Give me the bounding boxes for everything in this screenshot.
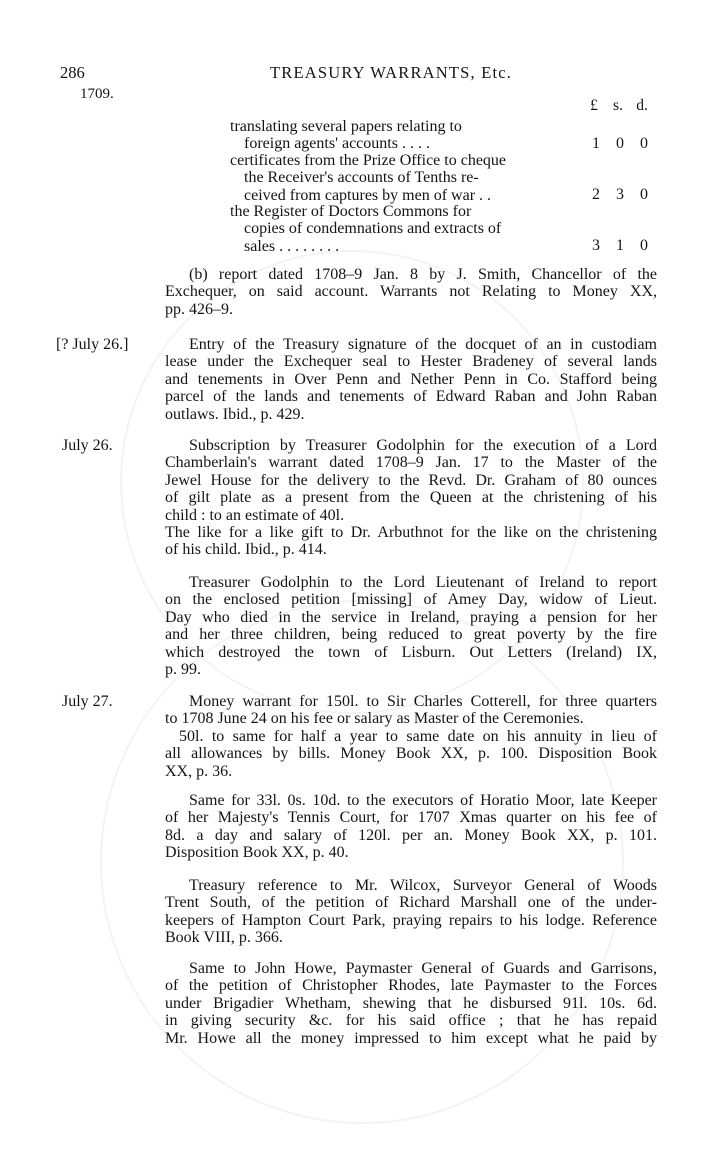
entry-line: Treasurer Godolphin to the Lord Lieutenant of Ireland to report bbox=[189, 574, 657, 591]
entry-report bbox=[165, 266, 657, 318]
entry-line: Exchequer, on said account. Warrants not Relating to Money XX, bbox=[165, 283, 657, 301]
entry-line: The like for a like gift to Dr. Arbuthnot for the like on the christening bbox=[165, 524, 657, 542]
expense-amount bbox=[584, 237, 660, 254]
entry-line: and her three children, being reduced to great poverty by the fire bbox=[165, 626, 657, 644]
amount-pounds: 1 bbox=[592, 135, 600, 152]
entry-line: lease under the Exchequer seal to Hester Bradeney of several lands bbox=[165, 353, 657, 371]
running-head: TREASURY WARRANTS, Etc. bbox=[270, 63, 513, 82]
expense-item bbox=[230, 152, 546, 204]
amount-pence: 0 bbox=[640, 237, 648, 254]
entry-line: Subscription by Treasurer Godolphin for the execution of a Lord bbox=[189, 437, 657, 454]
expense-line: copies of condemnations and extracts of bbox=[244, 220, 502, 238]
expense-line: sales . . . . . . . . bbox=[244, 237, 340, 255]
amount-pence: 0 bbox=[640, 186, 648, 203]
year-marker: 1709. bbox=[80, 86, 114, 102]
entry-line: Mr. Howe all the money impressed to him except what he paid by bbox=[165, 1029, 657, 1047]
expense-line: translating several papers relating to bbox=[230, 118, 462, 135]
shillings-column-header: s. bbox=[613, 97, 623, 114]
expense-line: the Receiver's accounts of Tenths re- bbox=[244, 169, 479, 187]
entry-line: parcel of the lands and tenements of Edward Raban and John Raban bbox=[165, 388, 657, 406]
amount-shillings: 0 bbox=[616, 135, 624, 152]
entry-line: Day who died in the service in Ireland, praying a pension for her bbox=[165, 608, 657, 626]
entry-line: outlaws. Ibid., p. 429. bbox=[165, 405, 305, 423]
entry-lord-lieutenant bbox=[165, 574, 657, 678]
entry-line: of her Majesty's Tennis Court, for 1707 Xmas quarter on his fee of bbox=[165, 809, 657, 827]
entry-line: Jewel House for the delivery to the Revd. Dr. Graham of 80 ounces bbox=[165, 471, 657, 489]
page-number: 286 bbox=[60, 63, 85, 82]
amount-shillings: 3 bbox=[616, 186, 624, 203]
entry-reference-wilcox bbox=[165, 877, 657, 947]
entry-line: which destroyed the town of Lisburn. Out Letters (Ireland) IX, bbox=[165, 643, 657, 661]
entry-line: Money warrant for 150l. to Sir Charles Cotterell, for three quarters bbox=[189, 693, 657, 710]
entry-line: Treasury reference to Mr. Wilcox, Surveyor General of Woods bbox=[189, 877, 657, 894]
expense-line: ceived from captures by men of war . . bbox=[244, 186, 492, 204]
entry-line: Same to John Howe, Paymaster General of Guards and Garrisons, bbox=[189, 960, 657, 977]
entry-line: Disposition Book XX, p. 40. bbox=[165, 844, 349, 862]
expense-line: the Register of Doctors Commons for bbox=[230, 203, 472, 220]
expense-line: certificates from the Prize Office to cheque bbox=[230, 152, 507, 169]
entry-date: [? July 26.] bbox=[56, 336, 129, 353]
entry-line: on the enclosed petition [missing] of Amey Day, widow of Lieut. bbox=[165, 591, 657, 609]
entry-line: all allowances by bills. Money Book XX, p. 100. Disposition Book bbox=[165, 745, 657, 763]
entry-line: to 1708 June 24 on his fee or salary as Master of the Ceremonies. bbox=[165, 710, 584, 728]
expense-amount bbox=[584, 135, 660, 152]
entry-line: Book VIII, p. 366. bbox=[165, 929, 283, 947]
currency-column-headers bbox=[582, 97, 662, 114]
pounds-column-header: £ bbox=[590, 97, 598, 114]
entry-line: 50l. to same for half a year to same date on his annuity in lieu of bbox=[179, 727, 657, 745]
entry-line: XX, p. 36. bbox=[165, 762, 233, 780]
pence-column-header: d. bbox=[636, 97, 648, 114]
expense-line: foreign agents' accounts . . . . bbox=[244, 135, 430, 153]
entry-line: p. 99. bbox=[165, 661, 201, 679]
entry-date: July 27. bbox=[62, 693, 113, 710]
entry-horatio-moor bbox=[165, 792, 657, 862]
entry-line: and tenements in Over Penn and Nether Penn in Co. Stafford being bbox=[165, 370, 657, 388]
entry-line: of the petition of Christopher Rhodes, late Paymaster to the Forces bbox=[165, 977, 657, 995]
entry-line: child : to an estimate of 40l. bbox=[165, 506, 345, 524]
entry-custodiam-lease bbox=[165, 336, 657, 423]
entry-date: July 26. bbox=[62, 437, 113, 454]
entry-line: (b) report dated 1708–9 Jan. 8 by J. Smith, Chancellor of the bbox=[189, 266, 657, 283]
entry-line: Same for 33l. 0s. 10d. to the executors of Horatio Moor, late Keeper bbox=[189, 792, 657, 809]
entry-godolphin-subscription bbox=[165, 437, 657, 559]
entry-line: under Brigadier Whetham, shewing that he disbursed 91l. 10s. 6d. bbox=[165, 994, 657, 1012]
amount-pounds: 2 bbox=[592, 186, 600, 203]
entry-line: of his child. Ibid., p. 414. bbox=[165, 541, 327, 559]
entry-money-warrant-cotterell bbox=[165, 693, 657, 780]
expense-item bbox=[230, 203, 546, 255]
entry-line: Entry of the Treasury signature of the docquet of an in custodiam bbox=[189, 336, 657, 353]
amount-pounds: 3 bbox=[592, 237, 600, 254]
entry-line: Chamberlain's warrant dated 1708–9 Jan. 17 to the Master of the bbox=[165, 454, 657, 472]
expense-amount bbox=[584, 186, 660, 203]
entry-line: keepers of Hampton Court Park, praying repairs to his lodge. Reference bbox=[165, 911, 657, 929]
entry-reference-howe bbox=[165, 960, 657, 1047]
entry-line: of gilt plate as a present from the Queen at the christening of his bbox=[165, 489, 657, 507]
amount-pence: 0 bbox=[640, 135, 648, 152]
amount-shillings: 1 bbox=[616, 237, 624, 254]
expense-item bbox=[230, 118, 546, 153]
entry-line: in giving security &c. for his said office ; that he has repaid bbox=[165, 1012, 657, 1030]
entry-line: 8d. a day and salary of 120l. per an. Money Book XX, p. 101. bbox=[165, 826, 657, 844]
entry-line: pp. 426–9. bbox=[165, 300, 233, 318]
entry-line: Trent South, of the petition of Richard Marshall one of the under- bbox=[165, 894, 657, 912]
